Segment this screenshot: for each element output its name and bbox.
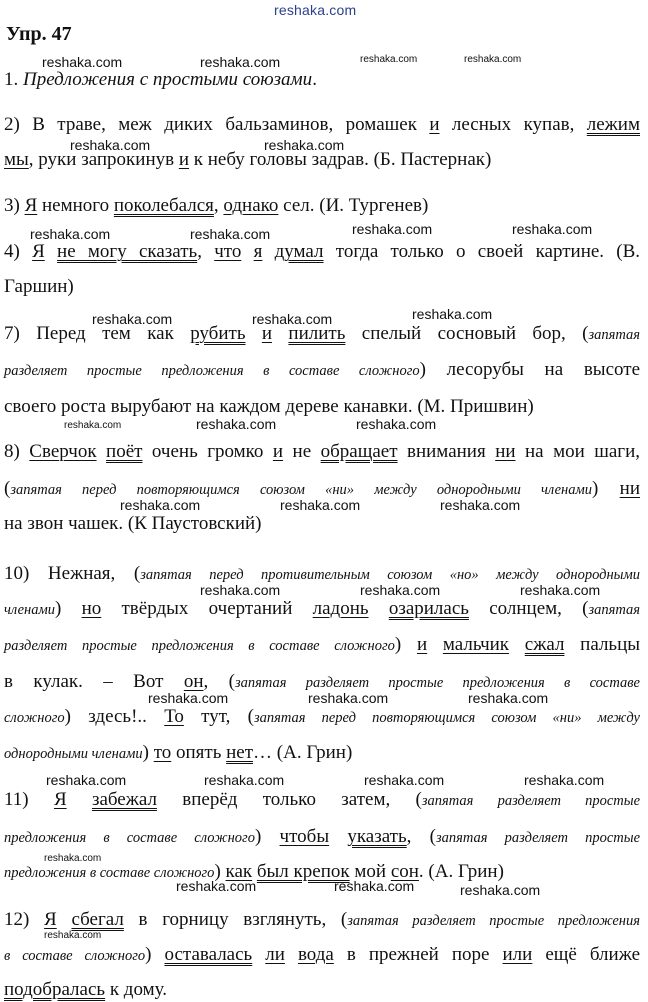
watermark: reshaka.com xyxy=(42,54,123,70)
watermark: reshaka.com xyxy=(460,882,541,898)
watermark: reshaka.com xyxy=(524,772,605,788)
sentence-8-line-3: на звон чашек. (К Паустовский) xyxy=(4,513,262,534)
sentence-8-line-1: 8) Сверчок поёт очень громко и не обращает внимания ни на мои шаги, xyxy=(4,441,640,462)
sentence-12-line-1: 12) Я сбегал в горницу взглянуть, (запятая разделяет простые предложения xyxy=(4,909,640,930)
sentence-10-line-2: членами) но твёрдых очертаний ладонь озарилась солнцем, (запятая xyxy=(4,598,641,619)
watermark: reshaka.com xyxy=(464,54,522,65)
watermark: reshaka.com xyxy=(512,221,593,237)
watermark: reshaka.com xyxy=(280,497,361,513)
watermark: reshaka.com xyxy=(334,878,415,894)
sentence-10-line-1: 10) Нежная, (запятая перед противительным союзом «но» между однородными xyxy=(4,563,641,584)
sentence-10-line-5: сложного) здесь!.. То тут, (запятая перед повторяющимся союзом «ни» между xyxy=(4,706,640,727)
sentence-8-line-2: (запятая перед повторяющимся союзом «ни» между однородными членами) ни xyxy=(4,478,640,499)
watermark: reshaka.com xyxy=(92,311,173,327)
watermark: reshaka.com xyxy=(360,54,418,65)
watermark: reshaka.com xyxy=(148,690,229,706)
sentence-11-line-2: предложения в составе сложного) чтобы указать, (запятая разделяет простые xyxy=(4,826,641,847)
watermark: reshaka.com xyxy=(44,853,102,864)
watermark: reshaka.com xyxy=(412,306,493,322)
sentence-12-line-3: подобралась к дому. xyxy=(4,979,167,1000)
exercise-title: Упр. 47 xyxy=(6,23,72,45)
watermark: reshaka.com xyxy=(204,772,285,788)
watermark: reshaka.com xyxy=(30,226,111,242)
watermark: reshaka.com xyxy=(352,221,433,237)
sentence-2-line-2: мы, руки запрокинув и к небу головы задрав. (Б. Пастернак) xyxy=(4,149,492,170)
watermark: reshaka.com xyxy=(360,582,441,598)
watermark: reshaka.com xyxy=(70,137,151,153)
watermark: reshaka.com xyxy=(46,772,127,788)
watermark-top[interactable]: reshaka.com xyxy=(274,2,357,18)
watermark: reshaka.com xyxy=(468,690,549,706)
sentence-7-line-2: разделяет простые предложения в составе сложного) лесорубы на высоте xyxy=(4,359,640,380)
sentence-7-line-3: своего роста вырубают на каждом дереве канавки. (М. Пришвин) xyxy=(4,396,534,417)
sentence-3: 3) Я немного поколебался, однако сел. (И. Тургенев) xyxy=(4,195,429,216)
watermark: reshaka.com xyxy=(200,54,281,70)
watermark: reshaka.com xyxy=(308,690,389,706)
watermark: reshaka.com xyxy=(190,226,271,242)
sentence-4-line-1: 4) Я не могу сказать, что я думал тогда только о своей картине. (В. xyxy=(4,241,641,262)
sentence-10-line-4: в кулак. – Вот он, (запятая разделяет простые предложения в составе xyxy=(4,671,640,692)
sentence-4-line-2: Гаршин) xyxy=(4,276,74,297)
watermark: reshaka.com xyxy=(252,311,333,327)
sentence-12-line-2: в составе сложного) оставалась ли вода в прежней поре или ещё ближе xyxy=(4,944,641,965)
section-heading: 1. Предложения с простыми союзами. xyxy=(4,69,317,90)
sentence-10-line-3: разделяет простые предложения в составе сложного) и мальчик сжал пальцы xyxy=(4,634,641,655)
sentence-10-line-6: однородными членами) то опять нет… (А. Грин) xyxy=(4,742,353,763)
watermark: reshaka.com xyxy=(520,582,601,598)
watermark: reshaka.com xyxy=(356,416,437,432)
watermark: reshaka.com xyxy=(264,137,345,153)
watermark: reshaka.com xyxy=(120,497,201,513)
sentence-7-line-1: 7) Перед тем как рубить и пилить спелый сосновый бор, (запятая xyxy=(4,323,641,344)
watermark: reshaka.com xyxy=(200,582,281,598)
watermark: reshaka.com xyxy=(64,420,122,431)
watermark: reshaka.com xyxy=(364,772,445,788)
watermark: reshaka.com xyxy=(176,878,257,894)
sentence-11-line-3: предложения в составе сложного) как был крепок мой сон. (А. Грин) xyxy=(4,861,504,882)
sentence-2-line-1: 2) В траве, меж диких бальзаминов, ромашек и лесных купав, лежим xyxy=(4,114,640,135)
watermark: reshaka.com xyxy=(440,497,521,513)
watermark: reshaka.com xyxy=(44,930,102,941)
sentence-11-line-1: 11) Я забежал вперёд только затем, (запятая разделяет простые xyxy=(4,789,641,810)
watermark: reshaka.com xyxy=(196,416,277,432)
